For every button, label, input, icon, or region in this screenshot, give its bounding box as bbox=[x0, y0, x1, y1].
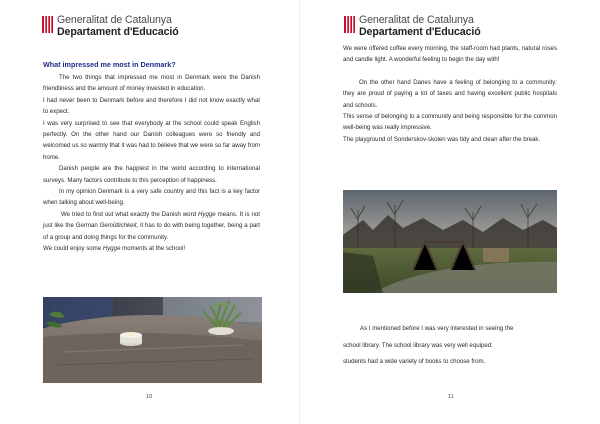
paragraph: I was very surprised to see that everybody at the school could speak English perfectly. On the other hand our Danish colleagues were so friendly and welcomed us so warmly that it was had to believe that we were so far away from home. bbox=[43, 119, 260, 161]
paragraph: school library. The school library was very well equiped: bbox=[343, 341, 493, 349]
right-page bbox=[300, 0, 600, 424]
page-number: 10 bbox=[146, 394, 153, 400]
header-logo bbox=[344, 15, 481, 37]
paragraph: Danish people are the happiest in the world according to international surveys. Many factors contribute to this perception of happiness. bbox=[43, 165, 260, 184]
paragraph-hygge: We tried to find out what exactly the Danish word Hygge means. It is not just like the German Gemütlichkeit, it has to do with being together, being a part of a group and doing things for the community. bbox=[43, 210, 260, 241]
generalitat-logo-icon bbox=[42, 16, 53, 33]
paragraph: As I mentioned before I was very interested in seeing the bbox=[360, 325, 514, 332]
paragraph: I had never been to Denmark before and therefore I did not know exactly what to expect. bbox=[43, 96, 260, 116]
paragraph: students had a wide variety of books to choose from. bbox=[343, 358, 486, 365]
right-body-text bbox=[343, 43, 557, 145]
logo-line-2: Departament d'Educació bbox=[57, 25, 179, 38]
playground-photo bbox=[343, 190, 557, 293]
generalitat-logo-icon bbox=[344, 16, 355, 33]
staffroom-photo bbox=[43, 297, 262, 383]
section-title: What impressed me most in Denmark? bbox=[43, 60, 176, 69]
logo-line-1: Generalitat de Catalunya bbox=[57, 14, 172, 26]
paragraph: On the other hand Danes have a feeling of belonging to a community: they are proud of paying a lot of taxes and having excellent public hospitals and schools. bbox=[343, 78, 557, 109]
right-bottom-text bbox=[343, 321, 559, 371]
page-number: 11 bbox=[448, 394, 454, 400]
paragraph: The two things that impressed me most in Denmark were the Danish friendliness and the amount of money invested in education. bbox=[43, 74, 260, 93]
paragraph: The playground of Sonderskov-skolen was tidy and clean after the break. bbox=[343, 135, 541, 143]
logo-line-2: Departament d'Educació bbox=[359, 25, 481, 38]
logo-line-1: Generalitat de Catalunya bbox=[359, 14, 474, 26]
left-body-text bbox=[43, 72, 260, 255]
paragraph: In my opinion Denmark is a very safe country and this fact is a key factor when talking about well-being. bbox=[43, 188, 260, 207]
header-logo bbox=[42, 15, 179, 37]
paragraph-hygge-moments: We could enjoy some Hygge moments at the school! bbox=[43, 245, 186, 253]
paragraph: We were offered coffee every morning, the staff-room had plants, natural roses and candle light. A wonderful feeling to begin the day with! bbox=[343, 45, 557, 64]
paragraph: This sense of belonging to a community and being responsible for the common well-being was really impressive. bbox=[343, 113, 557, 132]
